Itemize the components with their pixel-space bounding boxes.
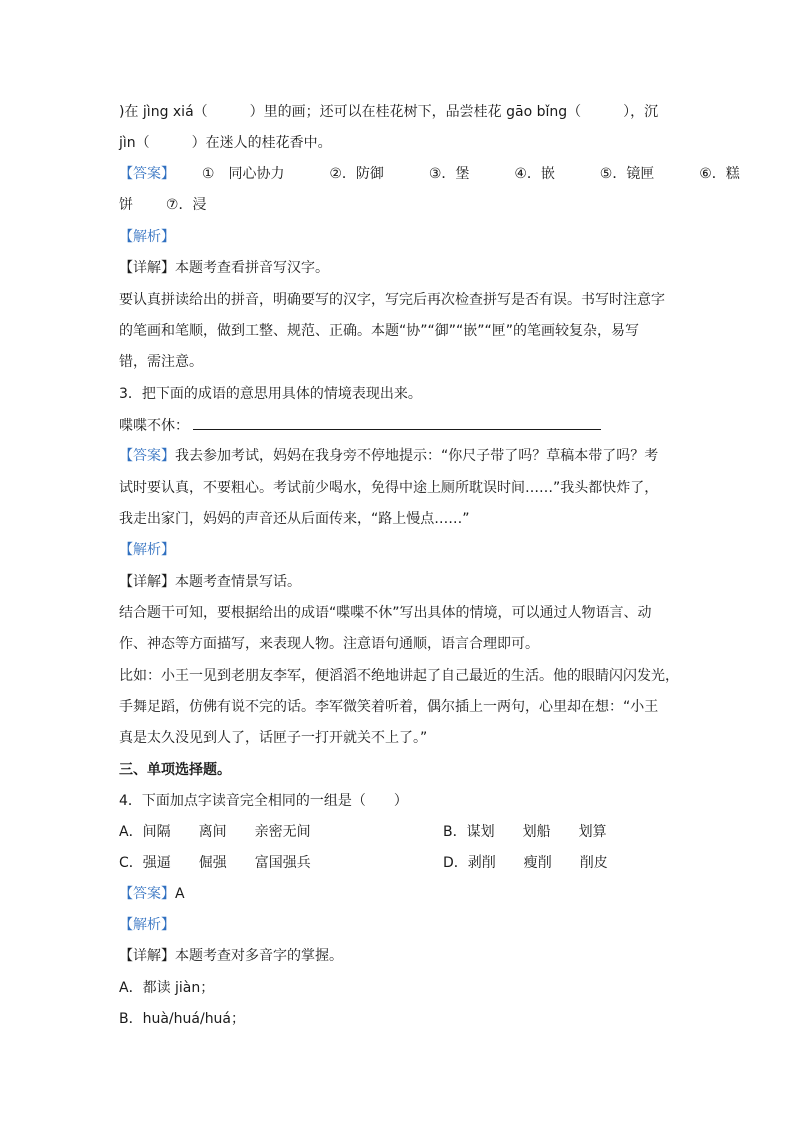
answer-blank-line <box>193 415 601 430</box>
section-title: 三、单项选择题。 <box>119 762 231 778</box>
q3-idiom-row <box>119 415 601 436</box>
q3-answer-row <box>119 446 658 466</box>
detail-tag: 【详解】 <box>119 948 175 964</box>
answer-item: ③．堡 <box>428 166 470 182</box>
detail-row <box>119 258 329 278</box>
analysis-tag: 【解析】 <box>119 917 175 933</box>
detail-tag: 【详解】 <box>119 260 175 276</box>
detail-tag: 【详解】 <box>119 574 175 590</box>
option-d: D．剥削 瘦削 削皮 <box>443 855 608 871</box>
q4-title: 4．下面加点字读音完全相同的一组是（ ） <box>119 793 408 809</box>
option-a: A．间隔 离间 亲密无间 <box>119 824 311 840</box>
detail-row <box>119 572 301 592</box>
answer-item: ① 同心协力 <box>201 166 285 182</box>
analysis-tag: 【解析】 <box>119 229 175 245</box>
answer-item: ⑥．糕 <box>699 166 740 182</box>
q4-answer-row <box>119 884 185 904</box>
paragraph-line: 手舞足蹈，仿佛有说不完的话。李军微笑着听着，偶尔插上一两句，心里却在想：“小王 <box>119 699 659 715</box>
option-b: B．谋划 划船 划算 <box>443 824 607 840</box>
answer-item: 饼 <box>119 197 133 213</box>
answer-text-line: 我走出家门，妈妈的声音还从后面传来，“路上慢点……” <box>119 511 470 527</box>
detail-text: 本题考查对多音字的掌握。 <box>175 948 343 964</box>
q2-line1: )在 jìng xiá（ ）里的画；还可以在桂花树下，品尝桂花 gāo bǐng（ ），沉 <box>119 104 659 120</box>
answer-text: 我去参加考试，妈妈在我身旁不停地提示：“你尺子带了吗？草稿本带了吗？考 <box>175 448 659 464</box>
option-c: C．强逼 倔强 富国强兵 <box>119 855 311 871</box>
answer-item: ⑦．浸 <box>165 197 207 213</box>
answer-tag: 【答案】 <box>119 886 175 902</box>
answer-item: ④．嵌 <box>514 166 555 182</box>
answer-item: ②．防御 <box>329 166 384 182</box>
idiom-label: 喋喋不休： <box>119 418 189 434</box>
paragraph-line: 要认真拼读给出的拼音，明确要写的汉字，写完后再次检查拼写是否有误。书写时注意字 <box>119 292 665 308</box>
explanation-b: B．huà/huá/huá； <box>119 1011 246 1027</box>
q2-answer-row-2 <box>119 195 206 215</box>
q3-title: 3．把下面的成语的意思用具体的情境表现出来。 <box>119 386 422 402</box>
answer-tag: 【答案】 <box>119 166 175 182</box>
paragraph-line: 的笔画和笔顺，做到工整、规范、正确。本题“协”“御”“嵌”“匣”的笔画较复杂，易写 <box>119 323 640 339</box>
paragraph-line: 错，需注意。 <box>119 354 203 370</box>
answer-text: A <box>175 886 185 902</box>
analysis-tag: 【解析】 <box>119 542 175 558</box>
answer-text-line: 试时要认真，不要粗心。考试前少喝水，免得中途上厕所耽误时间……”我头都快炸了， <box>119 480 659 496</box>
q2-answer-row <box>119 164 740 184</box>
answer-tag: 【答案】 <box>119 448 175 464</box>
paragraph-line: 结合题干可知，要根据给出的成语“喋喋不休”写出具体的情境，可以通过人物语言、动 <box>119 605 652 621</box>
detail-row <box>119 946 343 966</box>
explanation-a: A．都读 jiàn； <box>119 980 215 996</box>
paragraph-line: 真是太久没见到人了，话匣子一打开就关不上了。” <box>119 730 428 746</box>
detail-text: 本题考查情景写话。 <box>175 574 301 590</box>
detail-text: 本题考查看拼音写汉字。 <box>175 260 329 276</box>
paragraph-line: 比如：小王一见到老朋友李军，便滔滔不绝地讲起了自己最近的生活。他的眼睛闪闪发光， <box>119 668 679 684</box>
q2-line2: jìn（ ）在迷人的桂花香中。 <box>119 135 332 151</box>
answer-item: ⑤．镜匣 <box>599 166 655 182</box>
paragraph-line: 作、神态等方面描写，来表现人物。注意语句通顺，语言合理即可。 <box>119 636 539 652</box>
